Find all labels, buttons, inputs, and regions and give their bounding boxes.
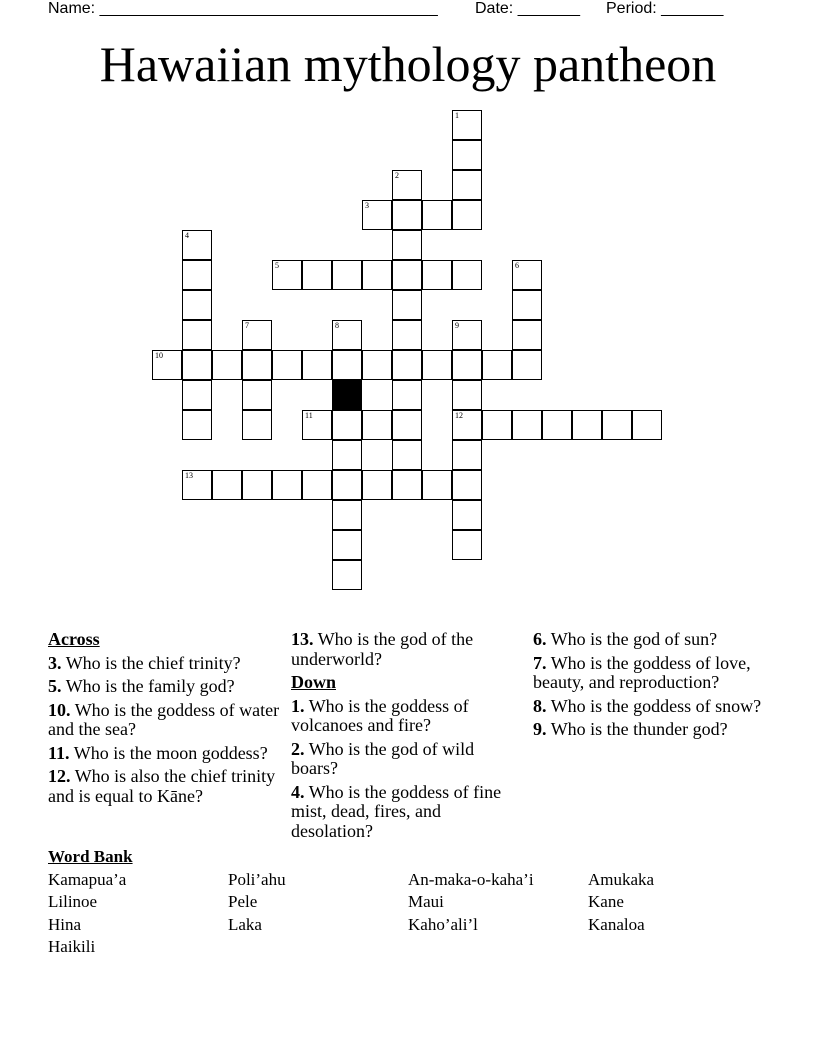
word-bank-item: Amukaka bbox=[588, 869, 655, 889]
crossword-cell[interactable] bbox=[392, 170, 422, 200]
clue-number: 4 bbox=[185, 231, 189, 240]
crossword-cell[interactable] bbox=[362, 470, 392, 500]
clue-number: 3 bbox=[365, 201, 369, 210]
clue-number: 13 bbox=[185, 471, 193, 480]
word-bank-item: Poli’ahu bbox=[228, 869, 286, 889]
crossword-cell[interactable] bbox=[362, 350, 392, 380]
crossword-cell[interactable] bbox=[452, 170, 482, 200]
crossword-cell[interactable] bbox=[542, 410, 572, 440]
clues-column-1 bbox=[48, 630, 280, 810]
clue-across-5: 5. Who is the family god? bbox=[48, 676, 235, 696]
crossword-cell[interactable] bbox=[392, 200, 422, 230]
word-bank bbox=[48, 846, 768, 959]
crossword-cell[interactable] bbox=[242, 410, 272, 440]
word-bank-item: Maui bbox=[408, 892, 444, 911]
crossword-cell[interactable] bbox=[422, 470, 452, 500]
page-title: Hawaiian mythology pantheon bbox=[99, 36, 717, 92]
clue-across-10: 10. Who is the goddess of water and the sea? bbox=[48, 699, 280, 739]
crossword-cell[interactable] bbox=[452, 380, 482, 410]
word-bank-item: Kane bbox=[588, 892, 624, 911]
crossword-black-cell bbox=[332, 380, 362, 410]
clue-number: 2 bbox=[395, 171, 399, 180]
word-bank-title: Word Bank bbox=[48, 847, 133, 866]
crossword-cell[interactable] bbox=[452, 530, 482, 560]
word-bank-item: Hina bbox=[48, 914, 82, 934]
crossword-cell[interactable] bbox=[182, 380, 212, 410]
crossword-cell[interactable] bbox=[422, 260, 452, 290]
crossword-cell[interactable] bbox=[392, 260, 422, 290]
crossword-cell[interactable] bbox=[392, 230, 422, 260]
crossword-cell[interactable] bbox=[332, 320, 362, 350]
crossword-cell[interactable] bbox=[392, 380, 422, 410]
crossword-cell[interactable] bbox=[482, 410, 512, 440]
crossword-cell[interactable] bbox=[362, 260, 392, 290]
crossword-cell[interactable] bbox=[422, 200, 452, 230]
clue-down-1: 1. Who is the goddess of volcanoes and fire? bbox=[291, 695, 469, 735]
clue-down-4: 4. Who is the goddess of fine mist, dead, fires, and desolation? bbox=[291, 781, 502, 841]
date-field[interactable]: Date: _______ bbox=[475, 0, 580, 17]
crossword-cell[interactable] bbox=[512, 260, 542, 290]
clue-number: 12 bbox=[455, 411, 463, 420]
word-bank-item: Kanaloa bbox=[588, 914, 645, 934]
clue-down-8: 8. Who is the goddess of snow? bbox=[533, 695, 762, 716]
crossword-cell[interactable] bbox=[302, 470, 332, 500]
crossword-cell[interactable] bbox=[182, 230, 212, 260]
crossword-cell[interactable] bbox=[452, 500, 482, 530]
word-bank-item: Kaho’ali’l bbox=[408, 914, 478, 934]
clue-across-3: 3. Who is the chief trinity? bbox=[48, 652, 241, 673]
crossword-cell[interactable] bbox=[242, 350, 272, 380]
crossword-cell[interactable] bbox=[212, 470, 242, 500]
crossword-cell[interactable] bbox=[332, 410, 362, 440]
crossword-cell[interactable] bbox=[452, 410, 482, 440]
crossword-cell[interactable] bbox=[242, 320, 272, 350]
crossword-cell[interactable] bbox=[332, 470, 362, 500]
crossword-cell[interactable] bbox=[422, 350, 452, 380]
clues-column-2 bbox=[291, 630, 523, 845]
crossword-cell[interactable] bbox=[332, 440, 362, 470]
clue-number: 1 bbox=[455, 111, 459, 120]
crossword-cell[interactable] bbox=[362, 410, 392, 440]
crossword-cell[interactable] bbox=[452, 470, 482, 500]
crossword-cell[interactable] bbox=[302, 410, 332, 440]
crossword-cell[interactable] bbox=[182, 410, 212, 440]
crossword-cell[interactable] bbox=[182, 260, 212, 290]
crossword-cell[interactable] bbox=[272, 260, 302, 290]
clue-down-6: 6. Who is the god of sun? bbox=[533, 629, 718, 649]
clues-column-3 bbox=[533, 630, 765, 744]
crossword-cell[interactable] bbox=[512, 350, 542, 380]
clue-down-7: 7. Who is the goddess of love, beauty, and reproduction? bbox=[533, 652, 751, 692]
crossword-cell[interactable] bbox=[452, 140, 482, 170]
clue-across-12: 12. Who is also the chief trinity and is equal to Kāne? bbox=[48, 766, 276, 806]
crossword-cell[interactable] bbox=[572, 410, 602, 440]
crossword-cell[interactable] bbox=[242, 380, 272, 410]
crossword-cell[interactable] bbox=[362, 200, 392, 230]
word-bank-item: An-maka-o-kaha’i bbox=[408, 869, 534, 889]
crossword-cell[interactable] bbox=[392, 410, 422, 440]
crossword-cell[interactable] bbox=[392, 350, 422, 380]
clue-number: 7 bbox=[245, 321, 249, 330]
crossword-cell[interactable] bbox=[182, 470, 212, 500]
crossword-cell[interactable] bbox=[512, 410, 542, 440]
period-field[interactable]: Period: _______ bbox=[606, 0, 724, 17]
clue-across-13: 13. Who is the god of the underworld? bbox=[291, 629, 474, 669]
clue-number: 8 bbox=[335, 321, 339, 330]
crossword-cell[interactable] bbox=[242, 470, 272, 500]
crossword-cell[interactable] bbox=[182, 290, 212, 320]
crossword-cell[interactable] bbox=[302, 350, 332, 380]
word-bank-item: Laka bbox=[228, 914, 262, 934]
crossword-cell[interactable] bbox=[452, 440, 482, 470]
crossword-cell[interactable] bbox=[452, 260, 482, 290]
crossword-cell[interactable] bbox=[332, 560, 362, 590]
crossword-cell[interactable] bbox=[182, 350, 212, 380]
word-bank-item: Kamapua’a bbox=[48, 869, 127, 889]
crossword-cell[interactable] bbox=[512, 290, 542, 320]
crossword-cell[interactable] bbox=[332, 350, 362, 380]
across-heading: Across bbox=[48, 629, 100, 649]
crossword-cell[interactable] bbox=[332, 530, 362, 560]
word-bank-item: Haikili bbox=[48, 937, 96, 956]
word-bank-item: Lilinoe bbox=[48, 892, 98, 911]
crossword-cell[interactable] bbox=[332, 260, 362, 290]
word-bank-list bbox=[48, 869, 768, 959]
word-bank-item: Pele bbox=[228, 892, 258, 911]
clue-number: 11 bbox=[305, 411, 313, 420]
crossword-cell[interactable] bbox=[332, 500, 362, 530]
clue-number: 10 bbox=[155, 351, 163, 360]
down-heading: Down bbox=[291, 672, 337, 692]
crossword-cell[interactable] bbox=[602, 410, 632, 440]
crossword-cell[interactable] bbox=[392, 440, 422, 470]
clue-down-2: 2. Who is the god of wild boars? bbox=[291, 738, 475, 778]
crossword-cell[interactable] bbox=[482, 350, 512, 380]
crossword-cell[interactable] bbox=[392, 470, 422, 500]
crossword-cell[interactable] bbox=[212, 350, 242, 380]
crossword-cell[interactable] bbox=[632, 410, 662, 440]
crossword-cell[interactable] bbox=[302, 260, 332, 290]
clue-across-11: 11. Who is the moon goddess? bbox=[48, 742, 268, 763]
crossword-cell[interactable] bbox=[452, 320, 482, 350]
clue-down-9: 9. Who is the thunder god? bbox=[533, 719, 728, 739]
crossword-cell[interactable] bbox=[452, 200, 482, 230]
clue-number: 6 bbox=[515, 261, 519, 270]
crossword-cell[interactable] bbox=[392, 290, 422, 320]
crossword-cell[interactable] bbox=[512, 320, 542, 350]
crossword-cell[interactable] bbox=[392, 320, 422, 350]
crossword-cell[interactable] bbox=[272, 350, 302, 380]
clue-number: 9 bbox=[455, 321, 459, 330]
crossword-cell[interactable] bbox=[452, 110, 482, 140]
clue-number: 5 bbox=[275, 261, 279, 270]
crossword-cell[interactable] bbox=[182, 320, 212, 350]
crossword-cell[interactable] bbox=[152, 350, 182, 380]
crossword-cell[interactable] bbox=[452, 350, 482, 380]
name-field[interactable]: Name: ______________________________________ bbox=[48, 0, 438, 17]
crossword-cell[interactable] bbox=[272, 470, 302, 500]
